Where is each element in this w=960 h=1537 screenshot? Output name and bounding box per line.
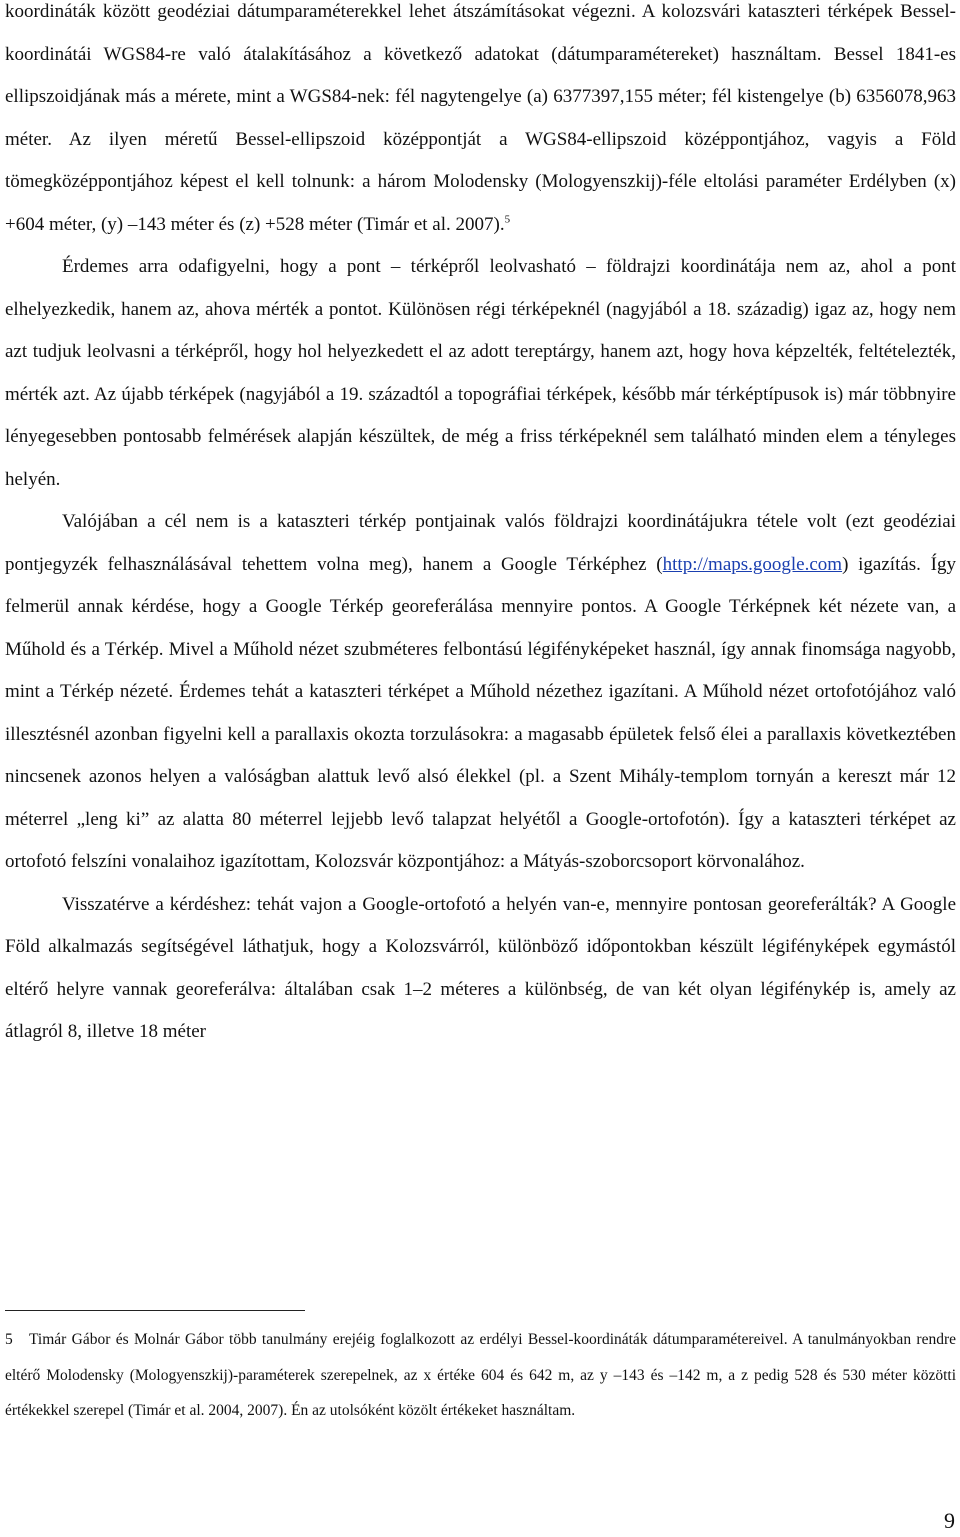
footnote-number: 5 <box>5 1331 13 1348</box>
page-body <box>5 0 956 1054</box>
footnote <box>5 1322 956 1429</box>
paragraph-4: Visszatérve a kérdéshez: tehát vajon a Google-ortofotó a helyén van-e, mennyire pontosan georeferálták? A Google Föld alkalmazás segítségével láthatjuk, hogy a Kolozsvárról, különböző időpontokban készült légifényképek egymástól eltérő helyre vannak georeferálva: általában csak 1–2 méteres a különbség, de van két olyan légifénykép is, amely az átlagról 8, illetve 18 méter <box>5 893 956 1042</box>
paragraph-3-text-start: Valójában a cél nem is a kataszteri térkép pontjainak valós földrajzi koordinátájukra tétele volt (ezt geodéziai pontjegyzék felhasználásával tehettem volna meg), hanem a Google Térképhez ( <box>5 511 956 575</box>
footnote-text: Timár Gábor és Molnár Gábor több tanulmány erejéig foglalkozott az erdélyi Bessel-koordináták dátumparamétereivel. A tanulmányokban rendre eltérő Molodensky (Mologyenszkij)-paraméterek szerepelnek, az x értéke 604 és 642 m, az y –143 és –142 m, a z pedig 528 és 530 méter közötti értékekkel szerepel (Timár et al. 2004, 2007). Én az utolsóként közölt értékeket használtam. <box>5 1331 956 1419</box>
paragraph-3-text-end: ) igazítás. Így felmerül annak kérdése, hogy a Google Térkép georeferálása mennyire pontos. A Google Térképnek két nézete van, a Műhold és a Térkép. Mivel a Műhold nézet szubméteres felbontású légifényképeket használ, így annak finomsága nagyobb, mint a Térkép nézeté. Érdemes tehát a kataszteri térképet a Műhold nézethez igazítani. A Műhold nézet ortofotójához való illesztésnél azonban figyelni kell a parallaxis okozta torzulásokra: a magasabb épületek felső élei a parallaxis következtében nincsenek azonos helyen a valóságban alattuk levő alsó élekkel (pl. a Szent Mihály-templom tornyán a kereszt már 12 méterrel „leng ki” az alatta 80 méterrel lejjebb levő talapzat helyétől a Google-ortofotón). Így a kataszteri térképet az ortofotó felszíni vonalaihoz igazítottam, Kolozsvár központjához: a Mátyás-szoborcsoport körvonalához. <box>5 553 957 872</box>
footnote-reference[interactable]: 5 <box>504 213 511 226</box>
google-maps-link[interactable]: http://maps.google.com <box>662 553 843 575</box>
paragraph-2: Érdemes arra odafigyelni, hogy a pont – térképről leolvasható – földrajzi koordinátája nem az, ahol a pont elhelyezkedik, hanem az, ahova mérték a pontot. Különösen régi térképeknél (nagyjából a 18. századig) igaz az, hogy nem azt tudjuk leolvasni a térképről, hogy hol helyezkedett el az adott tereptárgy, hanem azt, hogy hova képzelték, feltételezték, mérték azt. Az újabb térképek (nagyjából a 19. századtól a topográfiai térképek, később már térképtípusok is) már többnyire lényegesebben pontosabb felmérések alapján készültek, de még a friss térképeknél sem található minden elem a tényleges helyén. <box>5 256 956 490</box>
paragraph-1-text: koordináták között geodéziai dátumparaméterekkel lehet átszámításokat végezni. A kolozsvári kataszteri térképek Bessel-koordinátái WGS84-re való átalakításához a következő adatokat (dátumparamétereket) használtam. Bessel 1841-es ellipszoidjának más a mérete, mint a WGS84-nek: fél nagytengelye (a) 6377397,155 méter; fél kistengelye (b) 6356078,963 méter. Az ilyen méretű Bessel-ellipszoid középpontját a WGS84-ellipszoid középpontjához, vagyis a Föld tömegközéppontjához képest el kell tolnunk: a három Molodensky (Mologyenszkij)-féle eltolási paraméter Erdélyben (x) +604 méter, (y) –143 méter és (z) +528 méter (Timár et al. 2007). <box>5 1 956 235</box>
page-number: 9 <box>944 1508 955 1533</box>
paragraph-3 <box>5 501 956 884</box>
paragraph-1 <box>5 0 956 246</box>
footnote-separator <box>5 1310 305 1311</box>
